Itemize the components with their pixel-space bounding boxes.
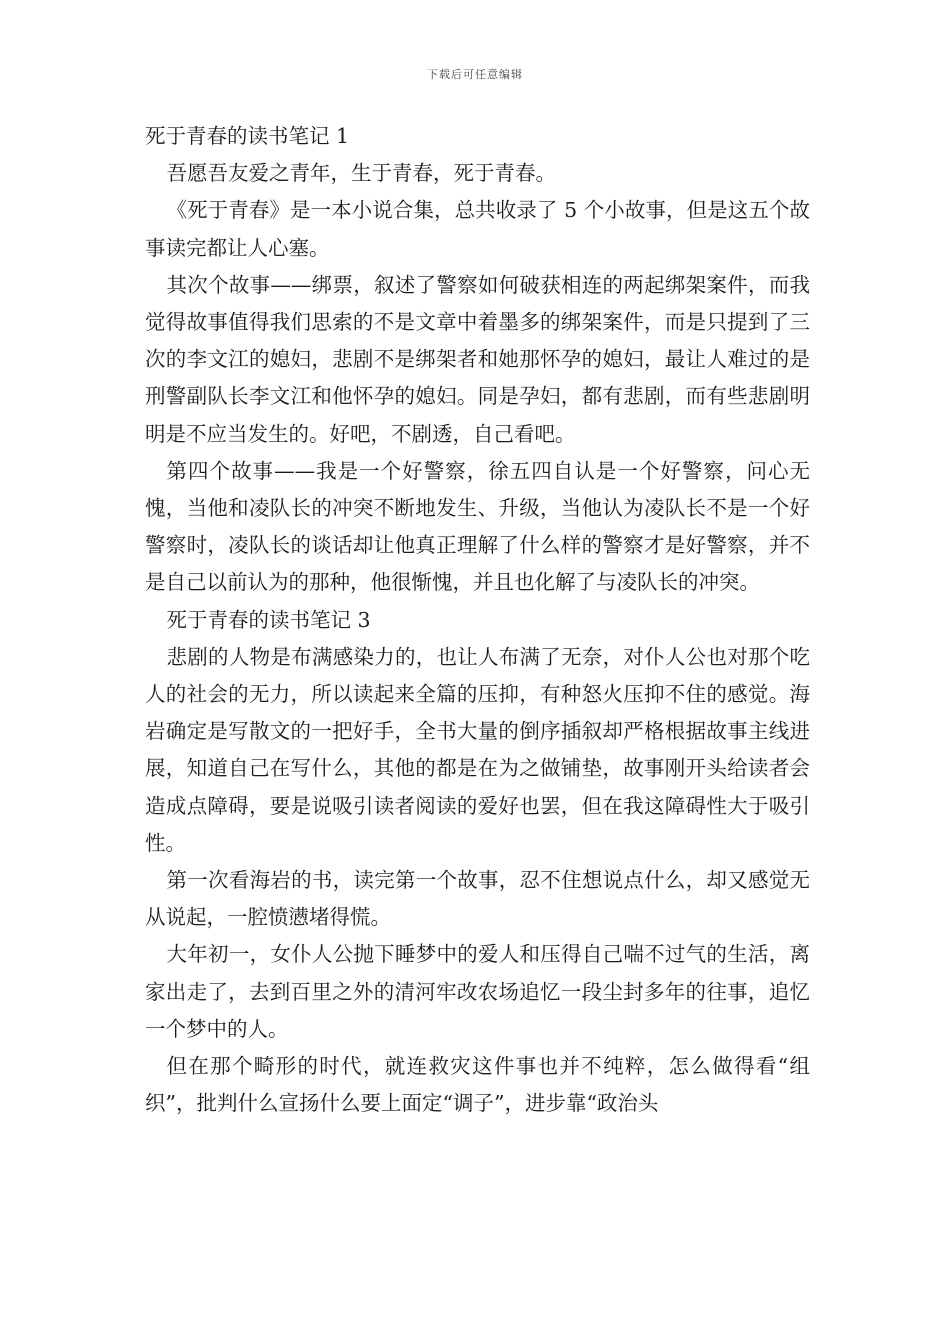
section-title: 死于青春的读书笔记 3 — [166, 607, 371, 632]
header-note: 下载后可任意编辑 — [427, 68, 523, 81]
paragraph: 但在那个畸形的时代，就连救灾这件事也并不纯粹，怎么做得看“组织”，批判什么宣扬什么要上面定“调子”，进步靠“政治头 — [145, 1054, 810, 1116]
paragraph: 吾愿吾友爱之青年，生于青春，死于青春。 — [166, 161, 557, 186]
paragraph: 其次个故事——绑票，叙述了警察如何破获相连的两起绑架案件，而我觉得故事值得我们思索的不是文章中着墨多的绑架案件，而是只提到了三次的李文江的媳妇，悲剧不是绑架者和她那怀孕的媳妇，最让人难过的是刑警副队长李文江和他怀孕的媳妇。同是孕妇，都有悲剧，而有些悲剧明明是不应当发生的。好吧，不剧透，自己看吧。 — [145, 272, 810, 446]
paragraph: 《死于青春》是一本小说合集，总共收录了 5 个小故事，但是这五个故事读完都让人心塞。 — [145, 198, 810, 260]
paragraph: 第四个故事——我是一个好警察，徐五四自认是一个好警察，问心无愧，当他和凌队长的冲突不断地发生、升级，当他认为凌队长不是一个好警察时，凌队长的谈话却让他真正理解了什么样的警察才是好警察，并不是自己以前认为的那种，他很惭愧，并且也化解了与凌队长的冲突。 — [145, 458, 810, 595]
paragraph: 第一次看海岩的书，读完第一个故事，忍不住想说点什么，却又感觉无从说起，一腔愤懑堵得慌。 — [145, 868, 810, 930]
paragraph: 悲剧的人物是布满感染力的，也让人布满了无奈，对仆人公也对那个吃人的社会的无力，所以读起来全篇的压抑，有种怒火压抑不住的感觉。海岩确定是写散文的一把好手，全书大量的倒序插叙却严格根据故事主线进展，知道自己在写什么，其他的都是在为之做铺垫，故事刚开头给读者会造成点障碍，要是说吸引读者阅读的爱好也罢，但在我这障碍性大于吸引性。 — [145, 644, 810, 855]
document-body — [145, 118, 810, 1122]
section-title: 死于青春的读书笔记 1 — [145, 124, 350, 148]
paragraph: 大年初一，女仆人公抛下睡梦中的爱人和压得自己喘不过气的生活，离家出走了，去到百里之外的清河牢改农场追忆一段尘封多年的往事，追忆一个梦中的人。 — [145, 942, 810, 1041]
